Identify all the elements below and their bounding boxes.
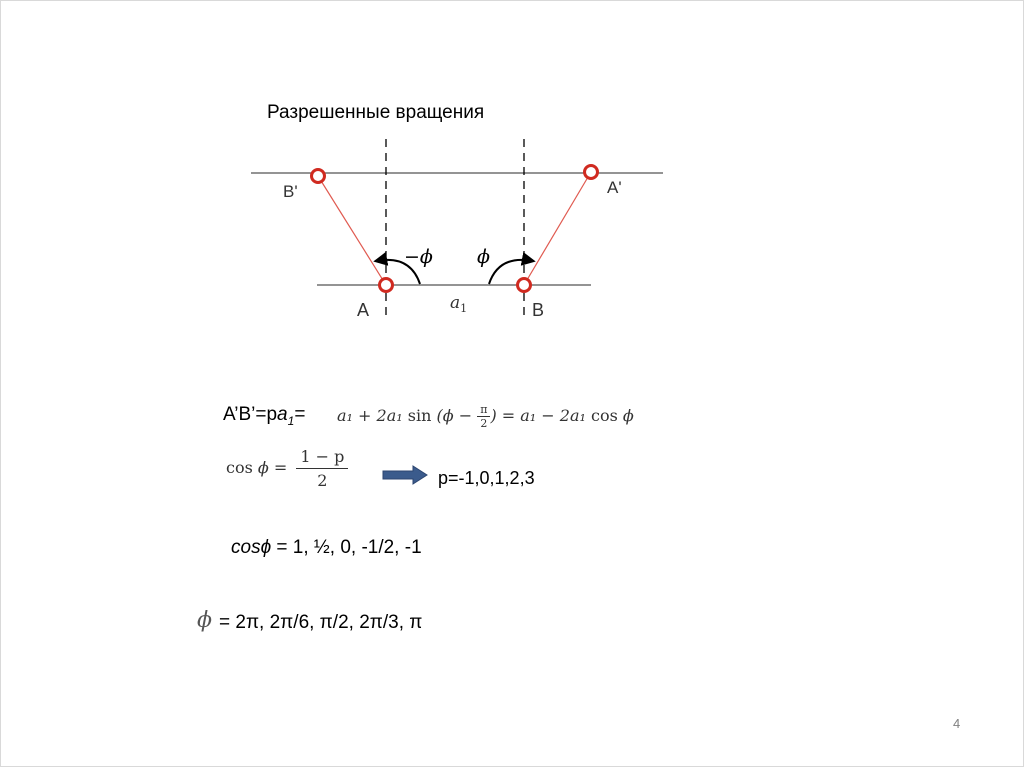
atom-a bbox=[380, 279, 393, 292]
cos-phi-values: cosϕ = 1, ½, 0, -1/2, -1 bbox=[231, 537, 422, 558]
atom-a-prime bbox=[585, 166, 598, 179]
phi-symbol: ϕ bbox=[197, 608, 212, 633]
label-a1: $a_1$ bbox=[450, 293, 468, 315]
phi-values: = 2π, 2π/6, π/2, 2π/3, π bbox=[219, 612, 423, 633]
page-number: 4 bbox=[953, 716, 961, 731]
connector-b-to-a-prime bbox=[524, 172, 591, 285]
pi-over-2-fraction: $\frac{\pi}{2}$ bbox=[477, 403, 490, 430]
one-minus-p-over-2-fraction: $\frac{1 - p}{2}$ bbox=[296, 447, 348, 490]
implication-arrow bbox=[383, 466, 427, 484]
equation-ab-prime-rhs: a₁ + 2a₁ sin (ϕ − $\frac{\pi}{2}$ ) = a₁ − 2a₁ cos ϕ bbox=[337, 403, 634, 430]
rotation-diagram bbox=[1, 1, 1024, 768]
p-values: p=-1,0,1,2,3 bbox=[438, 468, 535, 488]
slide-title: Разрешенные вращения bbox=[267, 102, 485, 123]
atom-b bbox=[518, 279, 531, 292]
label-phi: ϕ bbox=[477, 246, 490, 268]
connector-a-to-b-prime bbox=[318, 176, 386, 285]
label-a: A bbox=[357, 300, 370, 320]
label-minus-phi: −ϕ bbox=[404, 246, 433, 268]
equation-cos-phi-fraction: cos ϕ = $\frac{1 - p}{2}$ bbox=[226, 447, 348, 490]
atom-b-prime bbox=[312, 170, 325, 183]
label-b: B bbox=[532, 300, 545, 320]
label-b-prime: B' bbox=[283, 182, 298, 201]
equation-ab-prime-lhs: $A’B’=pa_1=$ bbox=[223, 404, 306, 428]
label-a-prime: A' bbox=[607, 178, 622, 197]
